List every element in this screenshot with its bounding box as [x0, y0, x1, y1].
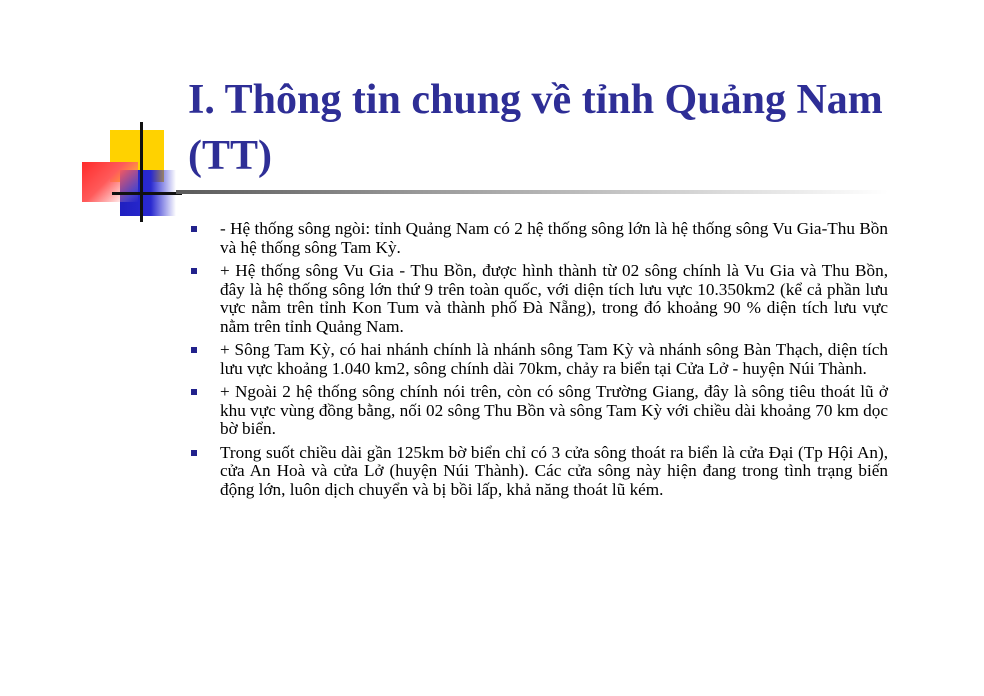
- decoration-vertical-line: [140, 122, 143, 222]
- bullet-item: [188, 262, 888, 336]
- decoration-red-square: [82, 162, 138, 202]
- bullet-item: [188, 220, 888, 257]
- bullet-square-icon: [191, 268, 197, 274]
- bullet-item: [188, 383, 888, 439]
- bullet-text: + Sông Tam Kỳ, có hai nhánh chính là nhánh sông Tam Kỳ và nhánh sông Bàn Thạch, diện tích lưu vực khoảng 1.040 km2, sông chính dài 70km, chảy ra biển tại Cửa Lở - huyện Núi Thành.: [220, 340, 888, 378]
- title-underline-rule: [176, 190, 888, 194]
- bullet-square-icon: [191, 347, 197, 353]
- bullet-square-icon: [191, 389, 197, 395]
- decoration-horizontal-line: [112, 192, 182, 195]
- bullet-square-icon: [191, 450, 197, 456]
- bullet-text: + Ngoài 2 hệ thống sông chính nói trên, còn có sông Trường Giang, đây là sông tiêu thoát lũ ở khu vực vùng đồng bằng, nối 02 sông Thu Bồn và sông Tam Kỳ với chiều dài khoảng 70 km dọc bờ biển.: [220, 382, 888, 438]
- bullet-square-icon: [191, 226, 197, 232]
- bullet-list: [188, 220, 888, 504]
- bullet-text: + Hệ thống sông Vu Gia - Thu Bồn, được hình thành từ 02 sông chính là Vu Gia và Thu Bồn, đây là hệ thống sông lớn thứ 9 trên toàn quốc, với diện tích lưu vực 10.350km2 (kể cả phần lưu vực nằm trên tỉnh Kon Tum và thành phố Đà Nẵng), trong đó khoảng 90 % diện tích lưu vực nằm trên tỉnh Quảng Nam.: [220, 261, 888, 336]
- bullet-text: - Hệ thống sông ngòi: tỉnh Quảng Nam có 2 hệ thống sông lớn là hệ thống sông Vu Gia-Thu Bồn và hệ thống sông Tam Kỳ.: [220, 219, 888, 257]
- bullet-item: [188, 444, 888, 500]
- bullet-text: Trong suốt chiều dài gần 125km bờ biển chỉ có 3 cửa sông thoát ra biển là cửa Đại (Tp Hội An), cửa An Hoà và cửa Lở (huyện Núi Thành). Các cửa sông này hiện đang trong tình trạng biến động lớn, luôn dịch chuyển và bị bồi lấp, khả năng thoát lũ kém.: [220, 442, 888, 499]
- slide-title: I. Thông tin chung về tỉnh Quảng Nam (TT): [188, 77, 883, 179]
- bullet-item: [188, 341, 888, 378]
